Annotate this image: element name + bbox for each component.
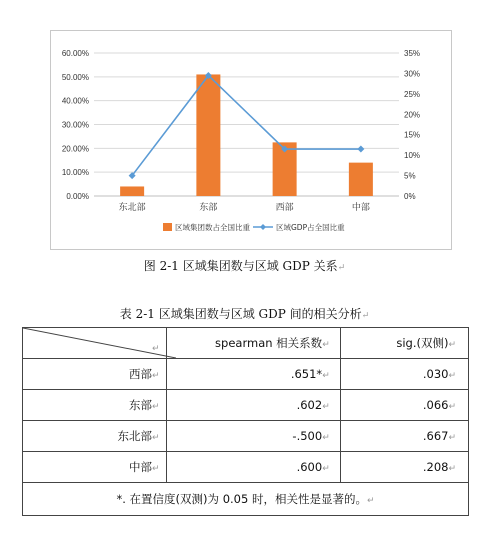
row-region [23,452,167,483]
bar [349,163,373,196]
sig-value: .030 [422,367,449,381]
cell-mark: ↵ [322,464,330,474]
rho-value: .651* [290,367,323,381]
header-spearman-label: spearman 相关系数 [215,336,323,350]
rho-value: .600 [296,460,323,474]
sig-value: .066 [422,398,449,412]
x-tick-label: 中部 [351,203,370,213]
row-sig [340,421,468,452]
y-right-tick-label: 10% [404,151,421,161]
y-right-tick-label: 15% [404,130,421,140]
cell-mark: ↵ [322,340,330,350]
legend-label: 区域集团数占全国比重 [175,223,250,232]
paragraph-mark: ↵ [337,263,346,273]
region-label: 西部 [128,367,152,381]
header-sig-label: sig.(双侧) [396,336,449,350]
row-region [23,421,167,452]
region-label: 东北部 [117,429,152,443]
y-left-tick-label: 30.00% [61,120,89,130]
table-footnote-row [23,483,469,516]
y-left-tick-label: 0.00% [66,192,89,201]
table-row [23,390,469,421]
chart-frame [50,30,452,250]
cell-mark: ↵ [322,402,330,412]
row-region [23,359,167,390]
bar [120,186,144,196]
cell-mark: ↵ [151,344,160,354]
cell-mark: ↵ [151,464,160,474]
cell-mark: ↵ [448,402,456,412]
table-caption-text: 表 2-1 区域集团数与区域 GDP 间的相关分析 [119,307,362,321]
y-left-tick-label: 60.00% [61,49,89,58]
rho-value: -.500 [292,429,323,443]
table-header-row [23,328,469,359]
y-right-tick-label: 35% [404,49,421,58]
combo-chart [51,31,451,249]
y-right-tick-label: 20% [404,110,421,120]
cell-mark: ↵ [448,371,456,381]
y-right-tick-label: 25% [404,89,421,99]
x-tick-label: 东部 [199,203,218,213]
x-tick-label: 西部 [275,203,294,213]
y-left-tick-label: 50.00% [61,72,89,82]
table-caption [0,305,489,322]
row-rho [166,421,340,452]
gdp-share-line [132,75,361,175]
x-tick-label: 东北部 [118,203,146,213]
rho-value: .602 [296,398,323,412]
footnote-text: *. 在置信度(双测)为 0.05 时，相关性是显著的。 [116,492,367,506]
table-row [23,359,469,390]
y-right-tick-label: 5% [404,171,416,181]
row-sig [340,452,468,483]
y-right-tick-label: 0% [404,192,416,201]
y-left-tick-label: 10.00% [61,168,89,178]
cell-mark: ↵ [322,371,330,381]
row-rho [166,452,340,483]
row-rho [166,390,340,421]
legend-swatch-marker [260,224,266,230]
cell-mark: ↵ [448,433,456,443]
y-left-tick-label: 20.00% [61,144,89,154]
row-region [23,390,167,421]
cell-mark: ↵ [448,464,456,474]
cell-mark: ↵ [151,433,160,443]
cell-mark: ↵ [322,433,330,443]
cell-mark: ↵ [366,496,375,506]
paragraph-mark: ↵ [361,311,370,321]
y-right-tick-label: 30% [404,69,421,79]
header-sig [340,328,468,359]
figure-caption [0,257,489,274]
cell-mark: ↵ [448,340,456,350]
figure-caption-text: 图 2-1 区域集团数与区域 GDP 关系 [143,259,338,273]
sig-value: .667 [422,429,449,443]
row-rho [166,359,340,390]
region-label: 东部 [128,398,152,412]
bar [196,74,220,196]
header-corner-cell [23,328,167,359]
table-row [23,452,469,483]
cell-mark: ↵ [151,402,160,412]
y-left-tick-label: 40.00% [61,96,89,106]
correlation-table [22,327,469,516]
header-spearman [166,328,340,359]
sig-value: .208 [422,460,449,474]
region-label: 中部 [128,460,152,474]
table-row [23,421,469,452]
table-footnote [23,483,469,516]
row-sig [340,390,468,421]
line-point [357,146,364,153]
cell-mark: ↵ [151,371,160,381]
legend-label: 区域GDP占全国比重 [276,223,345,232]
row-sig [340,359,468,390]
legend-swatch-bar [163,223,172,231]
